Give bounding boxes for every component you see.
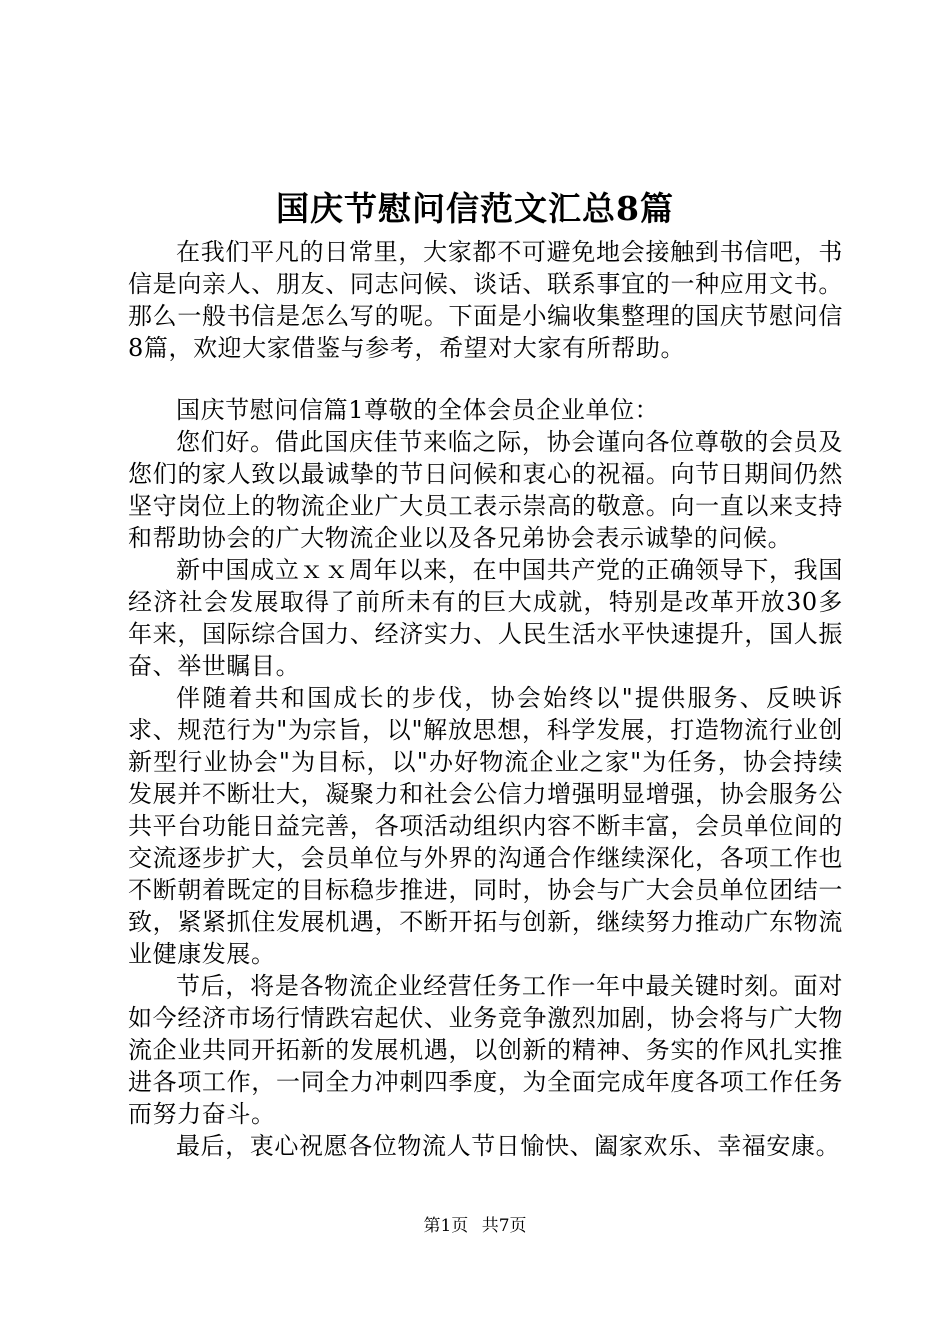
page-total: 共7页: [481, 1216, 527, 1236]
page-footer: [0, 1214, 950, 1238]
document-body: [128, 236, 843, 1162]
intro-paragraph: 在我们平凡的日常里，大家都不可避免地会接触到书信吧，书信是向亲人、朋友、同志问候、谈话、联系事宜的一种应用文书。那么一般书信是怎么写的呢。下面是小编收集整理的国庆节慰问信8篇，欢迎大家借鉴与参考，希望对大家有所帮助。: [128, 238, 843, 362]
document-title: 国庆节慰问信范文汇总8篇: [276, 189, 674, 228]
body-paragraph-1: 您们好。借此国庆佳节来临之际，协会谨向各位尊敬的会员及您们的家人致以最诚挚的节日问候和衷心的祝福。向节日期间仍然坚守岗位上的物流企业广大员工表示崇高的敬意。向一直以来支持和帮助协会的广大物流企业以及各兄弟协会表示诚挚的问候。: [128, 428, 843, 552]
page-number: 第1页: [423, 1216, 469, 1236]
body-paragraph-2: 新中国成立ｘｘ周年以来，在中国共产党的正确领导下，我国经济社会发展取得了前所未有的巨大成就，特别是改革开放30多年来，国际综合国力、经济实力、人民生活水平快速提升，国人振奋、举世瞩目。: [128, 556, 843, 680]
body-paragraph-3: 伴随着共和国成长的步伐，协会始终以"提供服务、反映诉求、规范行为"为宗旨，以"解放思想，科学发展，打造物流行业创新型行业协会"为目标，以"办好物流企业之家"为任务，协会持续发展并不断壮大，凝聚力和社会公信力增强明显增强，协会服务公共平台功能日益完善，各项活动组织内容不断丰富，会员单位间的交流逐步扩大，会员单位与外界的沟通合作继续深化，各项工作也不断朝着既定的目标稳步推进，同时，协会与广大会员单位团结一致，紧紧抓住发展机遇，不断开拓与创新，继续努力推动广东物流业健康发展。: [128, 684, 843, 968]
salutation-paragraph: 国庆节慰问信篇1尊敬的全体会员企业单位：: [176, 396, 660, 424]
closing-paragraph: 最后，衷心祝愿各位物流人节日愉快、阖家欢乐、幸福安康。: [176, 1132, 841, 1160]
body-paragraph-4: 节后，将是各物流企业经营任务工作一年中最关键时刻。面对如今经济市场行情跌宕起伏、业务竞争激烈加剧，协会将与广大物流企业共同开拓新的发展机遇，以创新的精神、务实的作风扎实推进各项工作，一同全力冲刺四季度，为全面完成年度各项工作任务而努力奋斗。: [128, 972, 843, 1128]
